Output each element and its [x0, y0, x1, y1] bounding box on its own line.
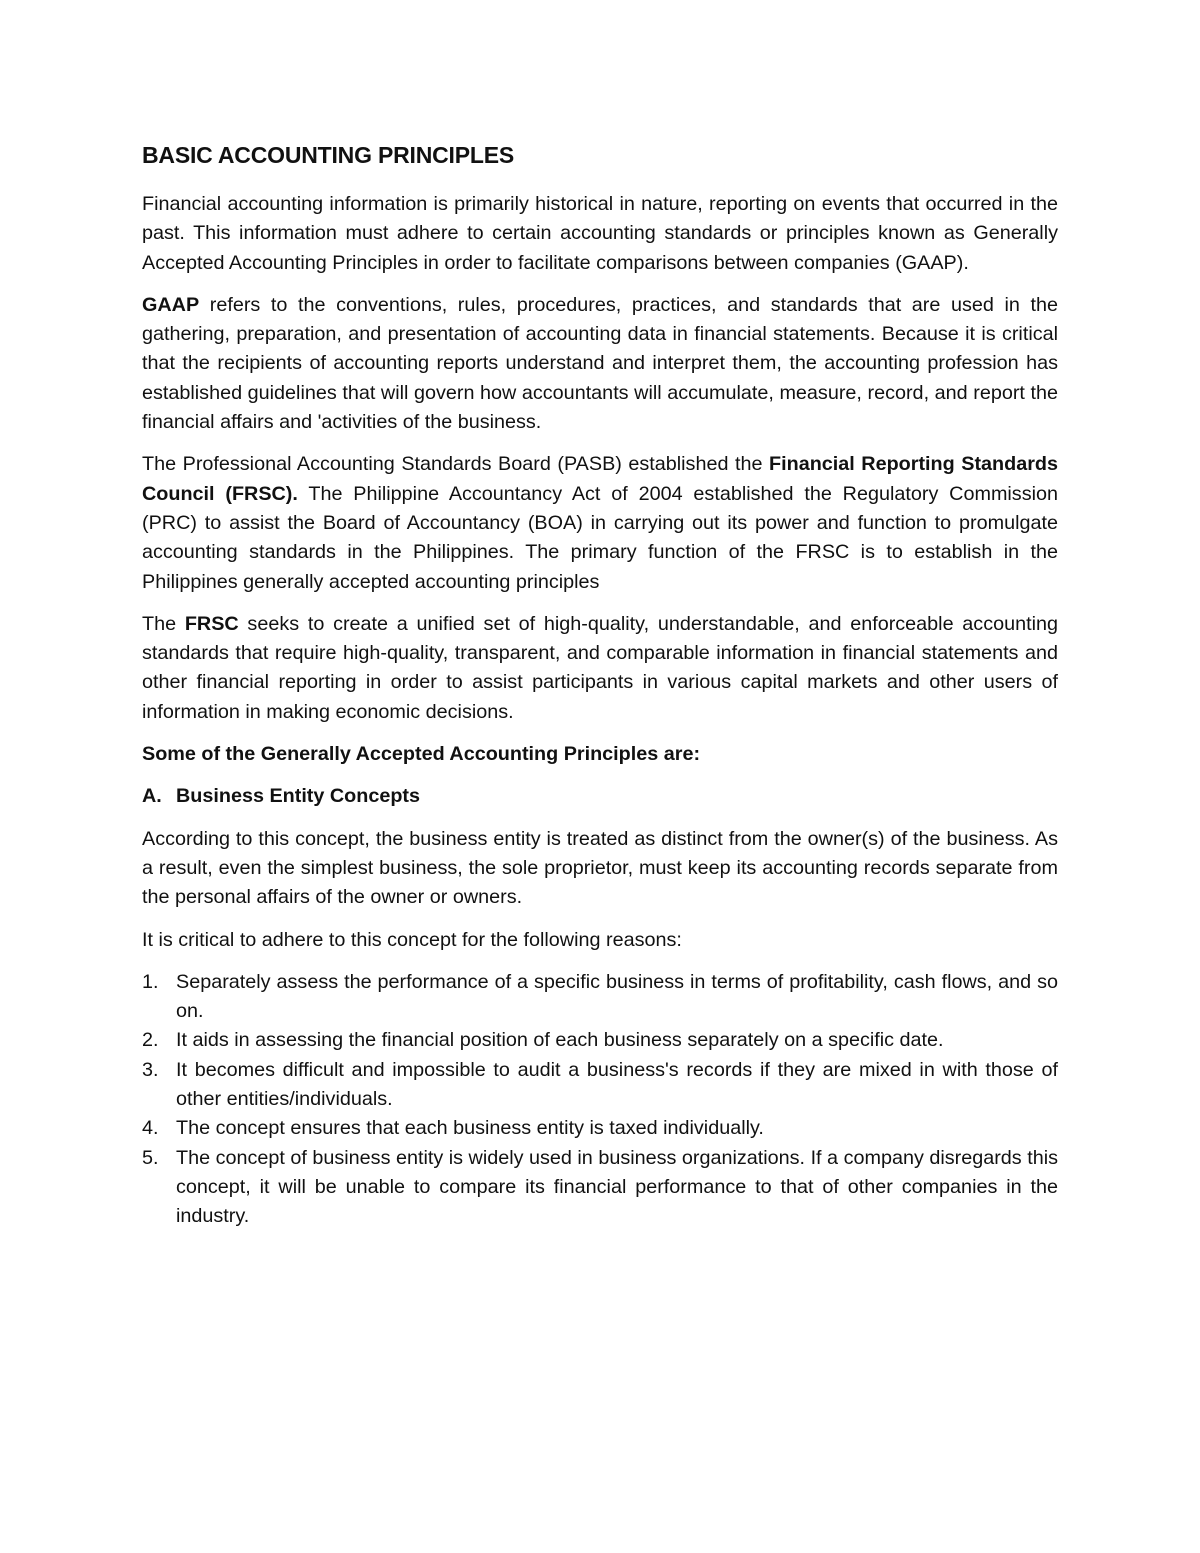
list-item — [142, 1056, 1058, 1115]
list-item-text: The concept ensures that each business entity is taxed individually. — [176, 1117, 764, 1140]
list-item-text: The concept of business entity is widely used in business organizations. If a company disregards this concept, it will be unable to compare its financial performance to that of other companies in the industry. — [176, 1146, 1058, 1228]
entity-paragraph: According to this concept, the business entity is treated as distinct from the owner(s) of the business. As a result, even the simplest business, the sole proprietor, must keep its accounting records separate from the personal affairs of the owner or owners. — [142, 827, 1058, 909]
gaap-text: refers to the conventions, rules, procedures, practices, and standards that are used in the gathering, preparation, and presentation of accounting data in financial statements. Because it is critical that the recipients of accounting reports understand and interpret them, the accounting profession has established guidelines that will govern how accountants will accumulate, measure, record, and report the financial affairs and 'activities of the business. — [142, 293, 1058, 434]
list-item-text: Separately assess the performance of a specific business in terms of profitability, cash flows, and so on. — [176, 970, 1058, 1023]
pasb-rest: The Philippine Accountancy Act of 2004 established the Regulatory Commission (PRC) to assist the Board of Accountancy (BOA) in carrying out its power and function to promulgate accounting standards in the Philippines. The primary function of the FRSC is to establish in the Philippines generally accepted accounting principles — [142, 482, 1058, 593]
list-item — [142, 1114, 1058, 1143]
gaap-paragraph — [142, 291, 1058, 437]
list-item-number: 5. — [142, 1146, 159, 1169]
document-title: BASIC ACCOUNTING PRINCIPLES — [142, 142, 514, 168]
frsc-rest: seeks to create a unified set of high-quality, understandable, and enforceable accounting standards that require high-quality, transparent, and comparable information in financial statements and other financial reporting in order to assist participants in various capital markets and other users of information in making economic decisions. — [142, 612, 1058, 723]
principles-heading: Some of the Generally Accepted Accounting Principles are: — [142, 743, 701, 766]
frsc-lead: The — [142, 612, 185, 635]
list-item-number: 4. — [142, 1117, 159, 1140]
intro-paragraph: Financial accounting information is primarily historical in nature, reporting on events that occurred in the past. This information must adhere to certain accounting standards or principles known as Generally Accepted Accounting Principles in order to facilitate comparisons between companies (GAAP). — [142, 193, 1058, 274]
frsc-bold: FRSC — [184, 612, 239, 635]
list-item-text: It becomes difficult and impossible to audit a business's records if they are mixed in with those of other entities/individuals. — [176, 1058, 1058, 1111]
pasb-lead: The Professional Accounting Standards Board (PASB) established the — [142, 453, 770, 476]
pasb-paragraph — [142, 450, 1058, 596]
pasb-bold: Financial Reporting Standards Council (FRSC). — [142, 453, 1058, 505]
list-item-number: 3. — [142, 1058, 159, 1081]
section-a-heading — [142, 782, 1058, 811]
list-item — [142, 1026, 1058, 1055]
document-page — [142, 140, 1058, 1232]
list-item — [142, 1144, 1058, 1232]
list-item-number: 2. — [142, 1029, 159, 1052]
frsc-paragraph — [142, 610, 1058, 727]
list-item — [142, 968, 1058, 1027]
gaap-term: GAAP — [142, 293, 200, 316]
list-item-number: 1. — [142, 970, 159, 993]
reasons-list — [142, 968, 1058, 1232]
section-a-title: Business Entity Concepts — [176, 785, 421, 808]
list-item-text: It aids in assessing the financial position of each business separately on a specific date. — [176, 1029, 944, 1052]
section-a-letter: A. — [142, 785, 162, 808]
reasons-intro: It is critical to adhere to this concept for the following reasons: — [142, 928, 682, 951]
